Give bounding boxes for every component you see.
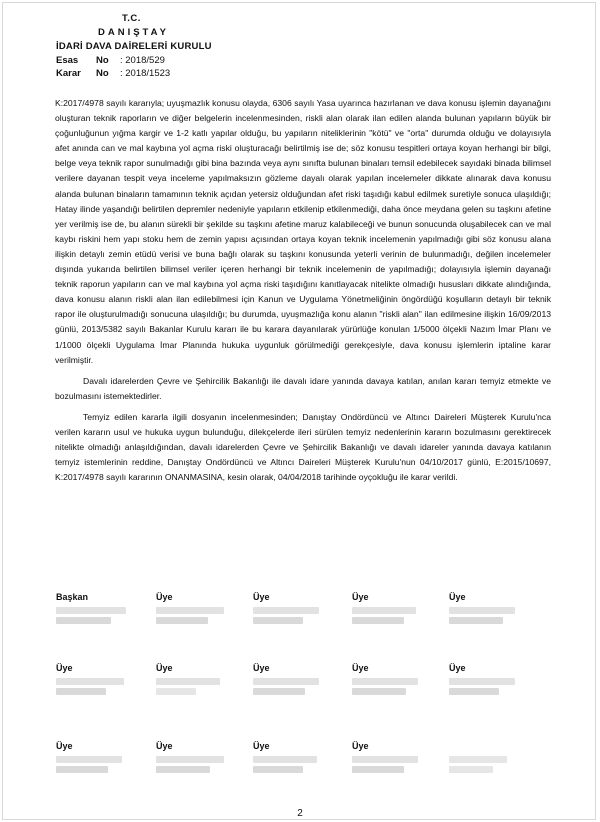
header-dept: İDARİ DAVA DAİRELERİ KURULU bbox=[56, 41, 212, 52]
redacted-name bbox=[449, 688, 499, 695]
signature-block bbox=[352, 741, 432, 773]
signature-block-empty bbox=[449, 741, 529, 773]
signature-block bbox=[56, 663, 136, 695]
redacted-name bbox=[56, 688, 106, 695]
redacted-name bbox=[352, 766, 404, 773]
signature-title: Üye bbox=[352, 592, 369, 602]
signature-block bbox=[156, 663, 236, 695]
signature-title: Üye bbox=[449, 663, 466, 673]
redacted-name bbox=[156, 766, 210, 773]
signature-block bbox=[449, 592, 529, 624]
karar-no-label: No bbox=[96, 68, 109, 79]
redacted-name bbox=[352, 688, 406, 695]
signature-block bbox=[156, 741, 236, 773]
signature-title: Üye bbox=[449, 592, 466, 602]
redacted-name bbox=[156, 607, 224, 614]
karar-value: : 2018/1523 bbox=[120, 68, 171, 79]
signature-title: Üye bbox=[56, 663, 73, 673]
signature-title: Üye bbox=[156, 741, 173, 751]
redacted-name bbox=[352, 756, 418, 763]
signature-title: Üye bbox=[352, 741, 369, 751]
redacted-name bbox=[449, 617, 503, 624]
redacted-name bbox=[56, 678, 124, 685]
signature-block bbox=[56, 741, 136, 773]
esas-label: Esas bbox=[56, 55, 79, 66]
redacted-name bbox=[449, 607, 515, 614]
signature-title-blank bbox=[449, 741, 529, 753]
signature-title: Üye bbox=[352, 663, 369, 673]
signature-title: Üye bbox=[56, 741, 73, 751]
redacted-name bbox=[352, 617, 404, 624]
redacted-name bbox=[253, 688, 305, 695]
redacted-name bbox=[352, 678, 418, 685]
signature-title: Üye bbox=[253, 592, 270, 602]
esas-no-label: No bbox=[96, 55, 109, 66]
signature-block bbox=[352, 663, 432, 695]
page-number: 2 bbox=[297, 808, 303, 819]
redacted-name bbox=[253, 617, 303, 624]
signature-block bbox=[253, 741, 333, 773]
redacted-name bbox=[352, 607, 416, 614]
esas-row bbox=[56, 55, 165, 66]
signature-block bbox=[352, 592, 432, 624]
karar-row bbox=[56, 68, 170, 79]
redacted-name bbox=[253, 756, 317, 763]
paragraph-ruling: Temyiz edilen kararla ilgili dosyanın incelenmesinden; Danıştay Ondördüncü ve Altıncı Daireleri Müşterek Kurulu'nca verilen kararın usul ve hukuka uygun bulunduğu, dilekçelerde ileri sürülen temyiz nedenlerinin kararın bozulmasını gerektirecek nitelikte olmadığı anlaşıldığından, davalı idarelerden Çevre ve Şehircilik Bakanlığı ve davalı idareler yanında davaya katılanın temyiz istemlerinin reddine, Danıştay Ondördüncü ve Altıncı Daireleri Müşterek Kurulu'nun 04/10/2017 günlü, E:2015/10697, K:2017/4978 sayılı kararının ONANMASINA, kesin olarak, 04/04/2018 tarihinde oyçokluğu ile karar verildi. bbox=[55, 411, 551, 483]
redacted-name bbox=[449, 678, 515, 685]
redacted-name bbox=[156, 756, 224, 763]
paragraph-reasoning: K:2017/4978 sayılı kararıyla; uyuşmazlık konusu olayda, 6306 sayılı Yasa uyarınca hazırlanan ve dava konusu işlemin dayanağını oluşturan teknik raporların ve diğer belgelerin incelenmesinden, riskli alan olarak ilan edilen alanda bulunan yapıların büyük bir çoğunluğunun yığma kargir ve 1-2 katlı yapılar olduğu, bu yapıların niteliklerinin "kötü" ve "orta" durumda olduğu ve dolayısıyla afet anında can ve mal kaybına yol açma riski oluşturacağı belirtilmiş ise de; söz konusu tespitleri ortaya koyan herhangi bir bilgi, belge veya teknik rapor sunulmadığı gibi bina bazında veya aynı sınıfta bulunan binaları temsil edebilecek sayıdaki binada bilimsel verilere dayanan tespit veya inceleme yapılmaksızın gözleme dayalı olarak yapılan incelemeler dikkate alınarak dava konusu alanda bulunan binaların tamamının teknik açıdan yetersiz olduğundan afet riski taşıdığı kabul edilmek suretiyle sonuca ulaşıldığı; Hatay ilinde yaşandığı belirtilen depremler nedeniyle yapıların etkilenip etkilenmediği, daha önce meydana gelen su taşkını afetine yer verilmiş ise de, bu alanın sürekli bir şekilde su taşkını afetine maruz kalabileceği ve bunun sonucunda oluşabilecek can ve mal kaybı riskini hem yapı stoku hem de zemin yapısı açısından ortaya koyan teknik incelemenin yapılmadığı gibi söz konusu alana ilişkin detaylı zemin etüdü verisi ve buna bağlı olarak su taşkını konusunda yeterli verinin de bulunmadığı, değilen incelemeler dışında yukarıda belirtilen bilimsel veriler içeren herhangi bir teknik incelemenin de yapılmadığı; dolayısıyla işlemin dayanağı teknik raporun yapıların can ve mal kaybına yol açma riski taşıdığını kanıtlayacak nitelikte olmadığı hususları dikkate alındığında, dava konusu alanın riskli alan ilan edilebilmesi için Kanun ve Uygulama Yönetmeliğinin öngördüğü koşulların detaylı bir teknik rapor ile oluşturulmadığı sonucuna ulaşıldığı; bu durumda, uyuşmazlığa konu alanın "riskli alan" ilan edilmesine ilişkin 16/09/2013 günlü, 2013/5382 sayılı Bakanlar Kurulu kararı ile bu karara dayanılarak yürürlüğe konulan 1/5000 ölçekli Nazım İmar Planı ve 1/1000 ölçekli Uygulama İmar Planında hukuka uygunluk görülmediği gerekçesiyle, dava konusu işlemlerin iptaline karar verilmiştir. bbox=[55, 98, 551, 365]
redacted-name bbox=[56, 617, 111, 624]
signature-title: Başkan bbox=[56, 592, 89, 602]
redacted-name bbox=[56, 607, 126, 614]
karar-label: Karar bbox=[56, 68, 81, 79]
redacted-name bbox=[449, 756, 507, 763]
redacted-name bbox=[449, 766, 493, 773]
redacted-name bbox=[253, 766, 303, 773]
signature-block bbox=[253, 663, 333, 695]
redacted-name bbox=[156, 617, 208, 624]
signature-block bbox=[56, 592, 136, 624]
redacted-name bbox=[253, 607, 319, 614]
signature-area bbox=[0, 584, 600, 794]
redacted-name bbox=[156, 678, 220, 685]
header-tc: T.C. bbox=[122, 13, 141, 24]
decision-body bbox=[55, 96, 551, 485]
signature-title: Üye bbox=[253, 741, 270, 751]
paragraph-appeal: Davalı idarelerden Çevre ve Şehircilik Bakanlığı ile davalı idare yanında davaya katılan, anılan kararı temyiz etmekte ve bozulmasını istemektedirler. bbox=[55, 375, 551, 401]
signature-title: Üye bbox=[253, 663, 270, 673]
redacted-name bbox=[253, 678, 319, 685]
signature-block bbox=[156, 592, 236, 624]
esas-value: : 2018/529 bbox=[120, 55, 165, 66]
redacted-name bbox=[156, 688, 196, 695]
redacted-name bbox=[56, 766, 108, 773]
signature-title: Üye bbox=[156, 592, 173, 602]
redacted-name bbox=[56, 756, 122, 763]
signature-block bbox=[449, 663, 529, 695]
header-org: DANIŞTAY bbox=[98, 27, 169, 38]
signature-title: Üye bbox=[156, 663, 173, 673]
signature-block bbox=[253, 592, 333, 624]
